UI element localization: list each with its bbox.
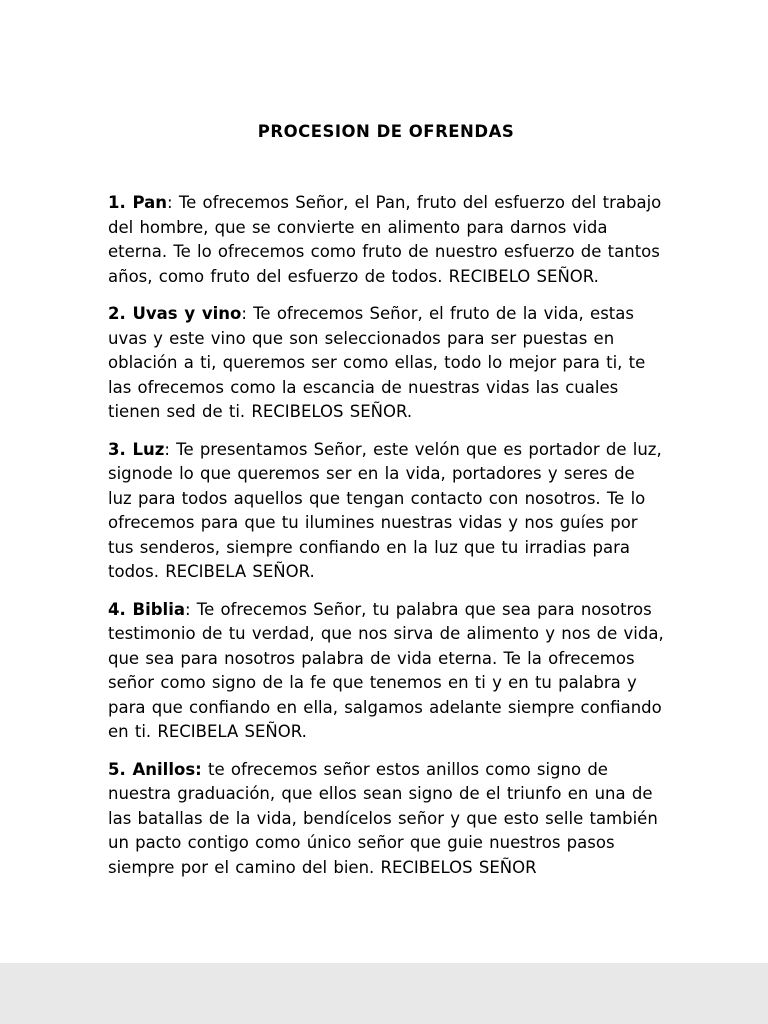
- paragraph-anillos-label: 5. Anillos:: [108, 759, 202, 779]
- paragraph-uvas-y-vino-text: : Te ofrecemos Señor, el fruto de la vida, estas uvas y este vino que son seleccionados para ser puestas en oblación a ti, queremos ser como ellas, todo lo mejor para ti, te las ofrecemos como la escancia de nuestras vidas las cuales tienen sed de ti. RECIBELOS SEÑOR.: [108, 304, 646, 421]
- paragraph-luz-label: 3. Luz: [108, 439, 165, 459]
- paragraph-biblia: [108, 598, 664, 745]
- paragraph-luz: [108, 438, 664, 585]
- paragraph-uvas-y-vino-label: 2. Uvas y vino: [108, 304, 242, 323]
- paragraph-biblia-label: 4. Biblia: [108, 599, 185, 619]
- paragraph-pan: [108, 191, 664, 289]
- paragraph-anillos-text: te ofrecemos señor estos anillos como signo de nuestra graduación, que ellos sean signo de el triunfo en una de las batallas de la vida, bendícelos señor y que esto selle también un pacto contigo como único señor que guie nuestros pasos siempre por el camino del bien. RECIBELOS SEÑOR: [108, 759, 658, 877]
- paragraph-pan-label: 1. Pan: [108, 193, 168, 212]
- paragraph-luz-text: : Te presentamos Señor, este velón que es portador de luz, signode lo que queremos ser en la vida, portadores y seres de luz para todos aquellos que tengan contacto con nosotros. Te lo ofrecemos para que tu ilumines nuestras vidas y nos guíes por tus senderos, siempre confiando en la luz que tu irradias para todos. RECIBELA SEÑOR.: [108, 439, 662, 581]
- paragraph-anillos: [108, 758, 664, 881]
- page-background-strip: [0, 963, 768, 1024]
- paragraph-uvas-y-vino: [108, 302, 664, 425]
- paragraph-biblia-text: : Te ofrecemos Señor, tu palabra que sea para nosotros testimonio de tu verdad, que nos sirva de alimento y nos de vida, que sea para nosotros palabra de vida eterna. Te la ofrecemos señor como signo de la fe que tenemos en ti y en tu palabra y para que confiando en ella, salgamos adelante siempre confiando en ti. RECIBELA SEÑOR.: [108, 599, 664, 741]
- document-title: PROCESION DE OFRENDAS: [257, 122, 515, 141]
- paragraph-pan-text: : Te ofrecemos Señor, el Pan, fruto del esfuerzo del trabajo del hombre, que se convierte en alimento para darnos vida eterna. Te lo ofrecemos como fruto de nuestro esfuerzo de tantos años, como fruto del esfuerzo de todos. RECIBELO SEÑOR.: [108, 193, 662, 286]
